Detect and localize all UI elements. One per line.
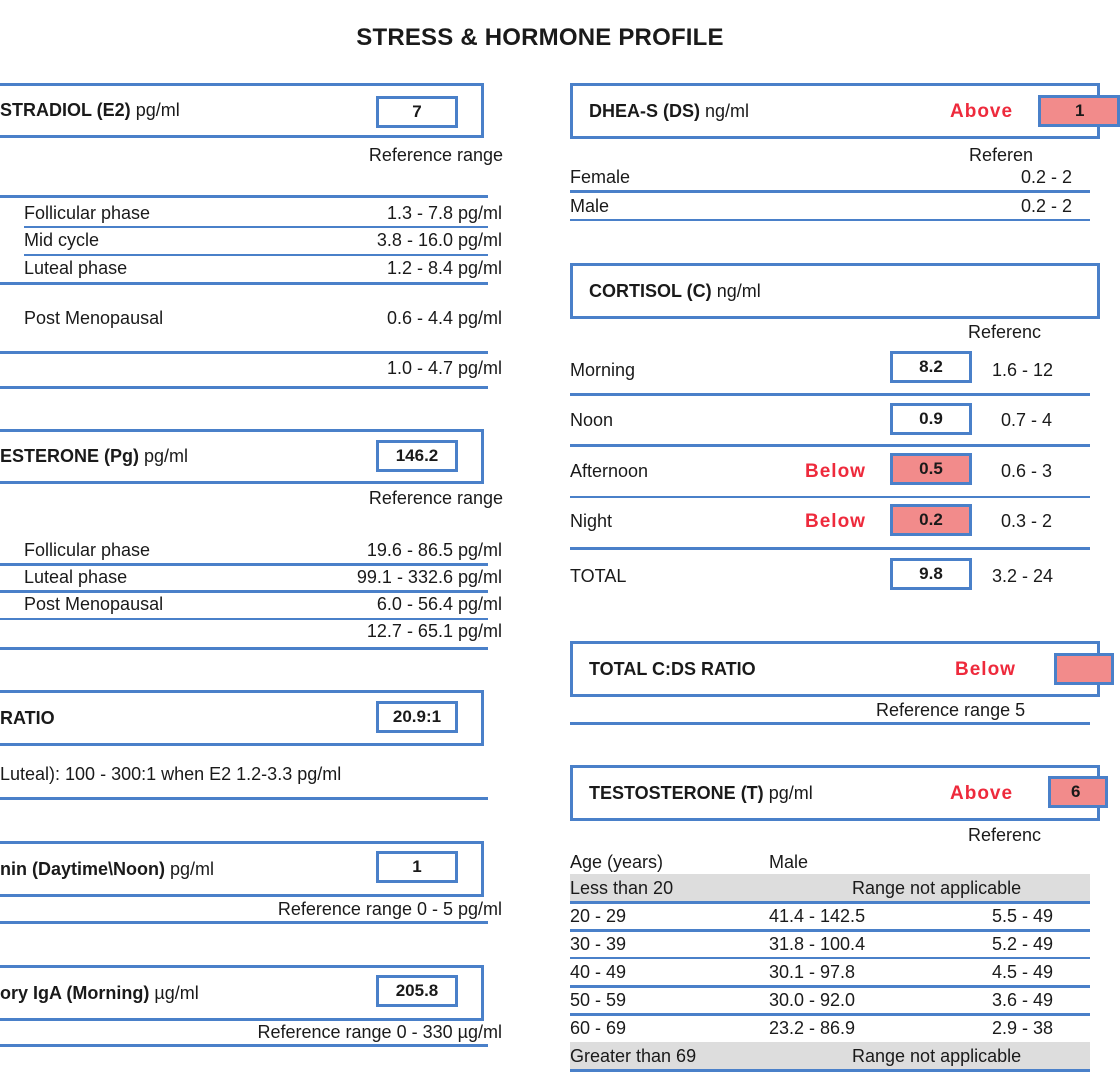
- progesterone-row-label: Follicular phase: [24, 540, 151, 560]
- cortisol-title: [589, 281, 761, 302]
- divider: [570, 547, 1090, 550]
- melatonin-title: [0, 859, 214, 880]
- divider: [0, 282, 488, 285]
- testosterone-value: 6: [1048, 776, 1108, 808]
- divider: [570, 929, 1090, 932]
- testosterone-row-age: 30 - 39: [570, 934, 627, 954]
- cortisol-row-label: Noon: [570, 410, 614, 430]
- cortisol-row-range: 3.2 - 24: [992, 566, 1054, 586]
- testosterone-row-male: 30.0 - 92.0: [769, 990, 856, 1010]
- testosterone-row-female: 5.5 - 49: [992, 906, 1054, 926]
- progesterone-row-range: 12.7 - 65.1 pg/ml: [366, 621, 502, 641]
- progesterone-row-range: 99.1 - 332.6 pg/ml: [356, 567, 502, 587]
- testosterone-row-female: 2.9 - 38: [992, 1018, 1054, 1038]
- dheas-status: Above: [950, 101, 1014, 122]
- ratio-name: RATIO: [0, 708, 55, 728]
- divider: [0, 618, 488, 620]
- divider: [0, 797, 488, 800]
- cortisol-row-label: Afternoon: [570, 461, 649, 481]
- divider: [0, 195, 488, 198]
- divider: [24, 226, 488, 228]
- estradiol-row-range: 1.3 - 7.8 pg/ml: [386, 203, 502, 223]
- estradiol-unit: pg/ml: [135, 100, 180, 120]
- estradiol-row-label: Follicular phase: [24, 203, 151, 223]
- testosterone-row-male: 30.1 - 97.8: [769, 962, 856, 982]
- cds-ratio-value: [1054, 653, 1114, 685]
- estradiol-row-range: 0.6 - 4.4 pg/ml: [386, 308, 502, 328]
- testosterone-row-female: Range not applicable: [852, 878, 1022, 898]
- melatonin-unit: pg/ml: [170, 859, 215, 879]
- divider: [570, 1069, 1090, 1072]
- cortisol-row-value: 0.5: [890, 453, 972, 485]
- dheas-value: 1: [1038, 95, 1120, 127]
- testosterone-row-age: 50 - 59: [570, 990, 627, 1010]
- testosterone-row-female: 3.6 - 49: [992, 990, 1054, 1010]
- iga-name: ory IgA (Morning): [0, 983, 150, 1003]
- melatonin-name: nin (Daytime\Noon): [0, 859, 165, 879]
- divider: [570, 219, 1090, 221]
- testosterone-row-age: Greater than 69: [570, 1046, 697, 1066]
- testosterone-col-age: Age (years): [570, 852, 664, 872]
- progesterone-ref-heading: Reference range: [368, 488, 503, 508]
- cortisol-row-status: Below: [805, 461, 866, 482]
- estradiol-name: STRADIOL (E2): [0, 100, 131, 120]
- divider: [0, 351, 488, 354]
- estradiol-row-range: 1.2 - 8.4 pg/ml: [386, 258, 502, 278]
- cortisol-row-value: 8.2: [890, 351, 972, 383]
- iga-unit: µg/ml: [154, 983, 199, 1003]
- testosterone-name: TESTOSTERONE (T): [589, 783, 764, 803]
- cortisol-unit: ng/ml: [716, 281, 761, 301]
- testosterone-status: Above: [950, 783, 1014, 804]
- estradiol-row-range: 3.8 - 16.0 pg/ml: [376, 230, 502, 250]
- divider: [570, 393, 1090, 396]
- dheas-title: [589, 101, 749, 122]
- estradiol-row-label: Post Menopausal: [24, 308, 164, 328]
- divider: [0, 921, 488, 924]
- divider: [0, 386, 488, 389]
- testosterone-row-female: 5.2 - 49: [992, 934, 1054, 954]
- ratio-title: [0, 708, 55, 729]
- page-title: STRESS & HORMONE PROFILE: [356, 24, 724, 51]
- testosterone-row-female: Range not applicable: [852, 1046, 1022, 1066]
- progesterone-unit: pg/ml: [144, 446, 189, 466]
- estradiol-value: 7: [376, 96, 458, 128]
- cortisol-row-value: 0.9: [890, 403, 972, 435]
- divider: [570, 190, 1090, 193]
- cds-ratio-name: TOTAL C:DS RATIO: [589, 659, 756, 679]
- divider: [570, 957, 1090, 959]
- iga-value: 205.8: [376, 975, 458, 1007]
- divider: [570, 1013, 1090, 1016]
- progesterone-row-label: Post Menopausal: [24, 594, 164, 614]
- cortisol-row-label: Night: [570, 511, 613, 531]
- divider: [0, 1044, 488, 1047]
- dheas-row-label: Male: [570, 196, 610, 216]
- dheas-row-range: 0.2 - 2: [1021, 196, 1073, 216]
- cortisol-row-value: 0.2: [890, 504, 972, 536]
- dheas-ref-heading: Referen: [969, 145, 1034, 165]
- iga-title: [0, 983, 199, 1004]
- testosterone-row-age: Less than 20: [570, 878, 674, 898]
- cortisol-row-range: 0.3 - 2: [1001, 511, 1053, 531]
- progesterone-title: [0, 446, 188, 467]
- ratio-note: Luteal): 100 - 300:1 when E2 1.2-3.3 pg/ml: [0, 764, 342, 784]
- dheas-name: DHEA-S (DS): [589, 101, 700, 121]
- testosterone-row-male: 31.8 - 100.4: [769, 934, 866, 954]
- cds-ratio-title: [589, 659, 756, 680]
- divider: [570, 444, 1090, 447]
- dheas-row-label: Female: [570, 167, 631, 187]
- testosterone-row-age: 60 - 69: [570, 1018, 627, 1038]
- divider: [0, 563, 488, 566]
- melatonin-ref: Reference range 0 - 5 pg/ml: [277, 899, 502, 919]
- testosterone-col-male: Male: [769, 852, 809, 872]
- testosterone-row-age: 20 - 29: [570, 906, 627, 926]
- cortisol-row-label: TOTAL: [570, 566, 627, 586]
- divider: [570, 722, 1090, 725]
- testosterone-ref-heading: Referenc: [968, 825, 1042, 845]
- testosterone-unit: pg/ml: [768, 783, 813, 803]
- divider: [24, 254, 488, 256]
- divider: [570, 985, 1090, 988]
- cortisol-row-range: 1.6 - 12: [992, 360, 1054, 380]
- testosterone-title: [589, 783, 813, 804]
- estradiol-title: [0, 100, 180, 121]
- divider: [0, 647, 488, 650]
- ratio-value: 20.9:1: [376, 701, 458, 733]
- testosterone-row-age: 40 - 49: [570, 962, 627, 982]
- divider: [0, 590, 488, 593]
- cds-ratio-status: Below: [955, 659, 1016, 680]
- progesterone-row-label: Luteal phase: [24, 567, 128, 587]
- estradiol-row-label: Mid cycle: [24, 230, 100, 250]
- cortisol-name: CORTISOL (C): [589, 281, 712, 301]
- melatonin-value: 1: [376, 851, 458, 883]
- cds-ratio-ref: Reference range 5: [876, 700, 1026, 720]
- progesterone-name: ESTERONE (Pg): [0, 446, 140, 466]
- cortisol-row-range: 0.6 - 3: [1001, 461, 1053, 481]
- cortisol-ref-heading: Referenc: [968, 322, 1042, 342]
- cortisol-row-status: Below: [805, 511, 866, 532]
- iga-ref: Reference range 0 - 330 µg/ml: [257, 1022, 502, 1042]
- cortisol-row-value: 9.8: [890, 558, 972, 590]
- cortisol-row-label: Morning: [570, 360, 636, 380]
- dheas-row-range: 0.2 - 2: [1021, 167, 1073, 187]
- estradiol-row-label: Luteal phase: [24, 258, 128, 278]
- divider: [570, 901, 1090, 904]
- progesterone-row-range: 19.6 - 86.5 pg/ml: [366, 540, 502, 560]
- dheas-unit: ng/ml: [705, 101, 750, 121]
- divider: [570, 496, 1090, 498]
- cortisol-row-range: 0.7 - 4: [1001, 410, 1053, 430]
- testosterone-row-male: 23.2 - 86.9: [769, 1018, 856, 1038]
- testosterone-row-female: 4.5 - 49: [992, 962, 1054, 982]
- estradiol-row-range: 1.0 - 4.7 pg/ml: [386, 358, 502, 378]
- progesterone-value: 146.2: [376, 440, 458, 472]
- estradiol-ref-heading: Reference range: [368, 145, 503, 165]
- testosterone-row-male: 41.4 - 142.5: [769, 906, 866, 926]
- progesterone-row-range: 6.0 - 56.4 pg/ml: [376, 594, 502, 614]
